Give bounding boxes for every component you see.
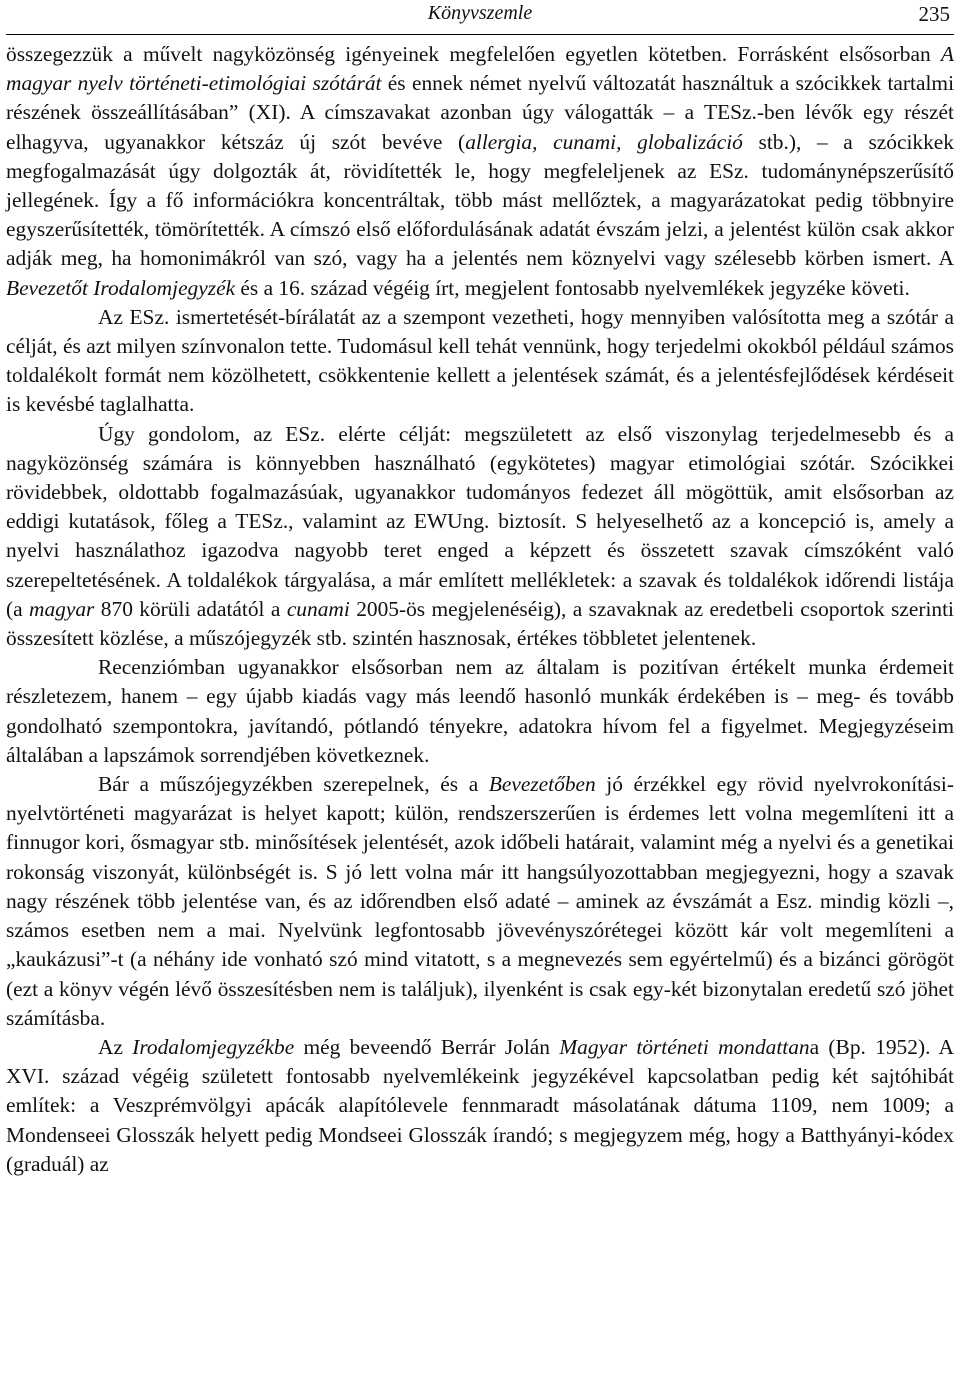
text-run: és a 16. század végéig írt, megjelent fontosabb nyelvemlékek jegyzéke követi. [235,275,910,300]
paragraph [6,1033,954,1179]
paragraph [6,420,954,654]
page-number: 235 [918,2,950,26]
italic-text: allergia, cunami, globalizáció [465,129,743,154]
paragraph [6,653,954,770]
text-run: 2005-ös megjelenéséig), a szavaknak az eredetbeli csoportok szerinti összesített közlése, a műszójegyzék stb. szintén hasznosak, értékes többletet jelentenek. [6,596,955,651]
page-header [6,0,954,35]
article-body [6,40,954,1179]
italic-text: Bevezetőt Irodalomjegyzék [6,275,236,300]
running-title: Könyvszemle [427,2,533,24]
text-run: és ennek német nyelvű változatát használtuk a szócikkek tartalmi részének összeállításában” (XI). A címszavakat azonban úgy válogatták – a TESz.-ben lévők egy részét elhagyva, ugyanakkor kétszáz új szót bevéve ( [6,71,955,154]
paragraph [6,303,954,420]
text-run: Bár a műszójegyzékben szerepelnek, és a [98,772,489,797]
text-run: 870 körüli adatától a [94,596,287,621]
italic-text: A magyar nyelv történeti-etimológiai szótárát [6,42,954,96]
text-run: Recenziómban ugyanakkor elsősorban nem az általam is pozitívan értékelt munka érdemeit részletezem, hanem – egy újabb kiadás vagy más leendő hasonló munkák érdekében is – meg- és tovább gondolható szempontokra, javítandó, pótlandó tényekre, adatokra hívom fel a figyelmet. Megjegyzéseim általában a lapszámok sorrendjében következnek. [6,655,954,767]
italic-text: cunami [286,596,350,621]
text-run: Az [98,1034,133,1059]
text-run: még beveendő Berrár Jolán [294,1034,560,1059]
italic-text: Magyar történeti mondattan [559,1034,810,1059]
text-run: stb.), – a szócikkek megfogalmazását úgy dolgozták át, rövidítették le, hogy megfeleljenek az ESz. tudománynépszerűsítő jellegének. Így a fő információkra koncentráltak, több mást mellőztek, a magyarázatokat pedig többnyire egyszerűsítették, tömörítették. A címszó első előfordulásának adatát évszám jelzi, a jelentést külön csak akkor adják meg, ha homonimákról van szó, vagy ha a jelentés nem köznyelvi vagy szélesebb körben ismert. A [6,129,954,271]
text-run: a (Bp. 1952). A XVI. század végéig született fontosabb nyelvemlékeink jegyzékével kapcsolatban pedig két sajtóhibát említek: a Veszprémvölgyi apácák alapítólevele fennmaradt másolatának dátuma 1109, nem 1009; a Mondenseei Glosszák helyett pedig Mondseei Glosszák írandó; s megjegyzem még, hogy a Batthyányi-kódex (graduál) az [6,1034,954,1176]
text-run: összegezzük a művelt nagyközönség igényeinek megfelelően egyetlen kötetben. Forrásként elsősorban [6,42,941,66]
italic-text: magyar [29,596,95,621]
paragraph [6,770,954,1033]
text-run: Az ESz. ismertetését-bírálatát az a szempont vezetheti, hogy mennyiben valósította meg a szótár a célját, és azt milyen színvonalon tette. Tudomásul kell tehát vennünk, hogy terjedelmi okokból például számos toldalékolt formát nem közölhetett, csökkentenie kellett a jelentések számát, és a jelentésfejlődések kérdéseit is kevésbé taglalhatta. [6,304,954,417]
text-run: jó érzékkel egy rövid nyelvrokonítási-nyelvtörténeti magyarázat is helyet kapott; külön, rendszerszerűen is érdemes lett volna megemlíteni itt a finnugor kori, ősmagyar stb. minősítések jelentését, azok időbeli határait, valamint még a nyelvi és a genetikai rokonság viszonyát, különbségét is. S jó lett volna már itt hangsúlyozottabban megjegyezni, hogy a szavak nagy részének több jelentése van, és az időrendben első adaté – aminek az évszámát a Esz. mindig közli –, számos esetben nem a mai. Nyelvünk legfontosabb jövevényszórétegei között kár volt megemlíteni a „kaukázusi”-t (a néhány ide vonható szó mind vitatott, s a megnevezés sem egyértelmű) és a bizánci görögöt (ezt a könyv végén lévő összesítésben nem is találjuk), ilyenként is csak egy-két bizonytalan eredetű szó jöhet számításba. [6,772,954,1030]
italic-text: Bevezetőben [488,772,596,797]
paragraph [6,40,954,303]
text-run: Úgy gondolom, az ESz. elérte célját: megszületett az első viszonylag terjedelmesebb és a nagyközönség számára is könnyebben használható (egykötetes) magyar etimológiai szótár. Szócikkei rövidebbek, oldottabb fogalmazásúak, ugyanakkor tudományos fedezet áll mögöttük, amit elsősorban az eddigi kutatások, főleg a TESz., valamint az EWUng. biztosít. S helyeselhető az a koncepció is, amely a nyelvi használathoz igazodva nagyobb teret enged a képzett és összetett szavak címszóként való szerepeltetésének. A toldalékok tárgyalása, a már említett mellékletek: a szavak és toldalékok időrendi listája (a [6,421,954,621]
italic-text: Irodalomjegyzékbe [132,1034,295,1059]
